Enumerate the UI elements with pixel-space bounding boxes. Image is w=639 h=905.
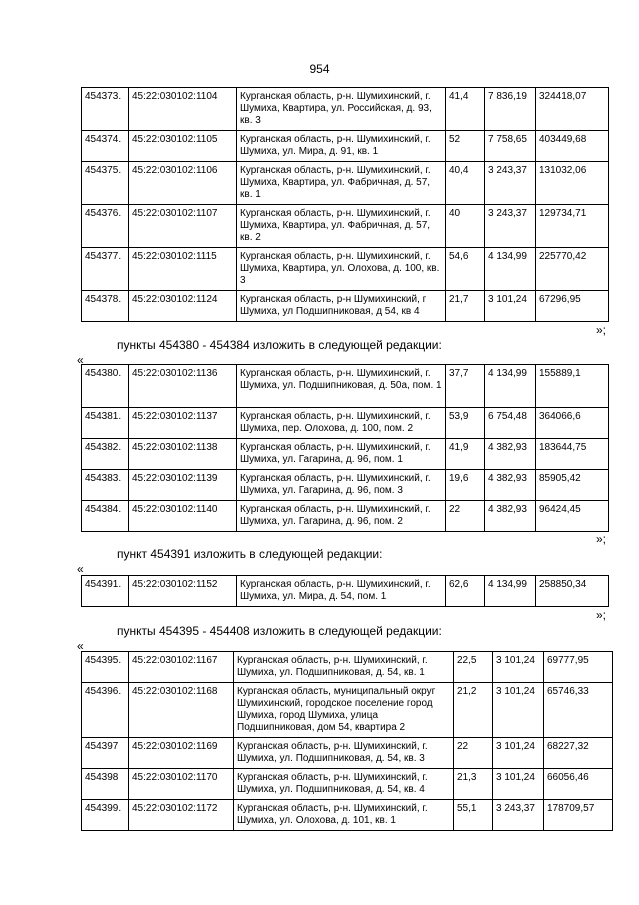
cell-area: 37,7 bbox=[446, 365, 485, 408]
cell-rate: 4 134,99 bbox=[485, 576, 536, 607]
cell-number: 454375. bbox=[82, 162, 129, 205]
cell-cadastral: 45:22:030102:1139 bbox=[129, 470, 237, 501]
cell-number: 454397 bbox=[82, 738, 129, 769]
table-row bbox=[82, 439, 609, 470]
cell-cadastral: 45:22:030102:1170 bbox=[129, 769, 234, 800]
cell-value: 155889,1 bbox=[536, 365, 609, 408]
cell-area: 41,4 bbox=[446, 88, 485, 131]
cell-value: 364066,6 bbox=[536, 408, 609, 439]
cell-value: 129734,71 bbox=[536, 205, 609, 248]
cell-address: Курганская область, р-н. Шумихинский, г. Шумиха, ул. Гагарина, д. 96, пом. 1 bbox=[237, 439, 446, 470]
cell-rate: 3 101,24 bbox=[493, 769, 544, 800]
cell-cadastral: 45:22:030102:1152 bbox=[129, 576, 237, 607]
cell-value: 183644,75 bbox=[536, 439, 609, 470]
closing-quote: »; bbox=[596, 323, 607, 337]
table-row bbox=[82, 408, 609, 439]
cell-rate: 7 758,65 bbox=[485, 131, 536, 162]
cell-number: 454374. bbox=[82, 131, 129, 162]
cell-rate: 3 101,24 bbox=[493, 683, 544, 738]
cell-value: 131032,06 bbox=[536, 162, 609, 205]
cell-cadastral: 45:22:030102:1167 bbox=[129, 652, 234, 683]
cell-address: Курганская область, р-н. Шумихинский, г. Шумиха, Квартира, ул. Российская, д. 93, кв. 3 bbox=[237, 88, 446, 131]
cell-address: Курганская область, р-н. Шумихинский, г. Шумиха, Квартира, ул. Фабричная, д. 57, кв. 1 bbox=[237, 162, 446, 205]
cell-number: 454373. bbox=[82, 88, 129, 131]
cell-address: Курганская область, р-н. Шумихинский, г. Шумиха, ул. Мира, д. 54, пом. 1 bbox=[237, 576, 446, 607]
cell-area: 21,3 bbox=[454, 769, 493, 800]
table-row bbox=[82, 683, 613, 738]
cell-number: 454398 bbox=[82, 769, 129, 800]
table-row bbox=[82, 131, 609, 162]
opening-quote: « bbox=[77, 639, 84, 653]
cell-rate: 3 243,37 bbox=[485, 205, 536, 248]
cell-area: 53,9 bbox=[446, 408, 485, 439]
cell-value: 225770,42 bbox=[536, 248, 609, 291]
cell-area: 21,7 bbox=[446, 291, 485, 322]
cell-address: Курганская область, р-н. Шумихинский, г. Шумиха, ул. Подшипниковая, д. 54, кв. 3 bbox=[234, 738, 454, 769]
cell-rate: 7 836,19 bbox=[485, 88, 536, 131]
cell-address: Курганская область, р-н. Шумихинский, г. Шумиха, ул. Подшипниковая, д. 54, кв. 1 bbox=[234, 652, 454, 683]
table-row bbox=[82, 162, 609, 205]
table-row bbox=[82, 652, 613, 683]
table-row bbox=[82, 501, 609, 532]
cell-area: 40 bbox=[446, 205, 485, 248]
cell-value: 178709,57 bbox=[544, 800, 613, 831]
cell-number: 454383. bbox=[82, 470, 129, 501]
cell-value: 69777,95 bbox=[544, 652, 613, 683]
cell-number: 454377. bbox=[82, 248, 129, 291]
cell-value: 66056,46 bbox=[544, 769, 613, 800]
table-4 bbox=[81, 651, 613, 831]
opening-quote: « bbox=[77, 562, 84, 576]
cell-address: Курганская область, р-н. Шумихинский, г. Шумиха, ул. Гагарина, д. 96, пом. 2 bbox=[237, 501, 446, 532]
cell-area: 19,6 bbox=[446, 470, 485, 501]
closing-quote: »; bbox=[596, 608, 607, 622]
cell-number: 454380. bbox=[82, 365, 129, 408]
cell-area: 40,4 bbox=[446, 162, 485, 205]
cell-area: 55,1 bbox=[454, 800, 493, 831]
cell-rate: 3 101,24 bbox=[493, 652, 544, 683]
cell-address: Курганская область, р-н. Шумихинский, г. Шумиха, ул. Подшипниковая, д. 54, кв. 4 bbox=[234, 769, 454, 800]
cell-cadastral: 45:22:030102:1106 bbox=[129, 162, 237, 205]
closing-quote: »; bbox=[596, 532, 607, 546]
cell-area: 62,6 bbox=[446, 576, 485, 607]
cell-number: 454381. bbox=[82, 408, 129, 439]
cell-area: 22 bbox=[454, 738, 493, 769]
table-row bbox=[82, 800, 613, 831]
page-number: 954 bbox=[309, 62, 330, 76]
cell-address: Курганская область, р-н. Шумихинский, г. Шумиха, ул. Мира, д. 91, кв. 1 bbox=[237, 131, 446, 162]
table-row bbox=[82, 205, 609, 248]
cell-cadastral: 45:22:030102:1105 bbox=[129, 131, 237, 162]
cell-rate: 3 243,37 bbox=[485, 162, 536, 205]
amendment-paragraph: пункты 454395 - 454408 изложить в следующей редакции: bbox=[117, 624, 442, 638]
cell-number: 454384. bbox=[82, 501, 129, 532]
cell-address: Курганская область, р-н. Шумихинский, г. Шумиха, пер. Олохова, д. 100, пом. 2 bbox=[237, 408, 446, 439]
table-row bbox=[82, 470, 609, 501]
cell-address: Курганская область, р-н Шумихинский, г Шумиха, ул Подшипниковая, д 54, кв 4 bbox=[237, 291, 446, 322]
table-3 bbox=[81, 575, 609, 607]
cell-address: Курганская область, р-н. Шумихинский, г. Шумиха, Квартира, ул. Фабричная, д. 57, кв. 2 bbox=[237, 205, 446, 248]
cell-cadastral: 45:22:030102:1124 bbox=[129, 291, 237, 322]
table-row bbox=[82, 248, 609, 291]
cell-address: Курганская область, р-н. Шумихинский, г. Шумиха, Квартира, ул. Олохова, д. 100, кв. 3 bbox=[237, 248, 446, 291]
table-row bbox=[82, 88, 609, 131]
cell-cadastral: 45:22:030102:1140 bbox=[129, 501, 237, 532]
table-row bbox=[82, 738, 613, 769]
cell-number: 454376. bbox=[82, 205, 129, 248]
cell-cadastral: 45:22:030102:1107 bbox=[129, 205, 237, 248]
cell-area: 21,2 bbox=[454, 683, 493, 738]
cell-cadastral: 45:22:030102:1115 bbox=[129, 248, 237, 291]
cell-area: 22,5 bbox=[454, 652, 493, 683]
cell-number: 454396. bbox=[82, 683, 129, 738]
cell-address: Курганская область, р-н. Шумихинский, г. Шумиха, ул. Олохова, д. 101, кв. 1 bbox=[234, 800, 454, 831]
table-row bbox=[82, 576, 609, 607]
table-row bbox=[82, 291, 609, 322]
cell-number: 454382. bbox=[82, 439, 129, 470]
cell-area: 54,6 bbox=[446, 248, 485, 291]
cell-rate: 4 382,93 bbox=[485, 501, 536, 532]
cell-value: 68227,32 bbox=[544, 738, 613, 769]
cell-number: 454391. bbox=[82, 576, 129, 607]
cell-rate: 3 101,24 bbox=[493, 738, 544, 769]
cell-cadastral: 45:22:030102:1168 bbox=[129, 683, 234, 738]
cell-value: 67296,95 bbox=[536, 291, 609, 322]
cell-value: 258850,34 bbox=[536, 576, 609, 607]
cell-area: 41,9 bbox=[446, 439, 485, 470]
cell-number: 454395. bbox=[82, 652, 129, 683]
cell-rate: 4 382,93 bbox=[485, 470, 536, 501]
cell-value: 65746,33 bbox=[544, 683, 613, 738]
cell-value: 324418,07 bbox=[536, 88, 609, 131]
cell-cadastral: 45:22:030102:1137 bbox=[129, 408, 237, 439]
cell-cadastral: 45:22:030102:1104 bbox=[129, 88, 237, 131]
cell-cadastral: 45:22:030102:1138 bbox=[129, 439, 237, 470]
table-2 bbox=[81, 364, 609, 532]
cell-rate: 4 382,93 bbox=[485, 439, 536, 470]
cell-cadastral: 45:22:030102:1172 bbox=[129, 800, 234, 831]
cell-address: Курганская область, р-н. Шумихинский, г. Шумиха, ул. Подшипниковая, д. 50а, пом. 1 bbox=[237, 365, 446, 408]
amendment-paragraph: пункт 454391 изложить в следующей редакции: bbox=[117, 547, 383, 561]
cell-value: 403449,68 bbox=[536, 131, 609, 162]
cell-area: 52 bbox=[446, 131, 485, 162]
cell-rate: 3 243,37 bbox=[493, 800, 544, 831]
cell-rate: 6 754,48 bbox=[485, 408, 536, 439]
cell-cadastral: 45:22:030102:1169 bbox=[129, 738, 234, 769]
cell-rate: 4 134,99 bbox=[485, 365, 536, 408]
cell-number: 454399. bbox=[82, 800, 129, 831]
cell-area: 22 bbox=[446, 501, 485, 532]
cell-value: 85905,42 bbox=[536, 470, 609, 501]
opening-quote: « bbox=[77, 353, 84, 367]
cell-number: 454378. bbox=[82, 291, 129, 322]
cell-address: Курганская область, р-н. Шумихинский, г. Шумиха, ул. Гагарина, д. 96, пом. 3 bbox=[237, 470, 446, 501]
amendment-paragraph: пункты 454380 - 454384 изложить в следующей редакции: bbox=[117, 338, 442, 352]
cell-value: 96424,45 bbox=[536, 501, 609, 532]
cell-address: Курганская область, муниципальный округ Шумихинский, городское поселение город Шумиха, город Шумиха, улица Подшипниковая, дом 54, квартира 2 bbox=[234, 683, 454, 738]
cell-cadastral: 45:22:030102:1136 bbox=[129, 365, 237, 408]
table-1 bbox=[81, 87, 609, 322]
table-row bbox=[82, 365, 609, 408]
table-row bbox=[82, 769, 613, 800]
cell-rate: 4 134,99 bbox=[485, 248, 536, 291]
cell-rate: 3 101,24 bbox=[485, 291, 536, 322]
